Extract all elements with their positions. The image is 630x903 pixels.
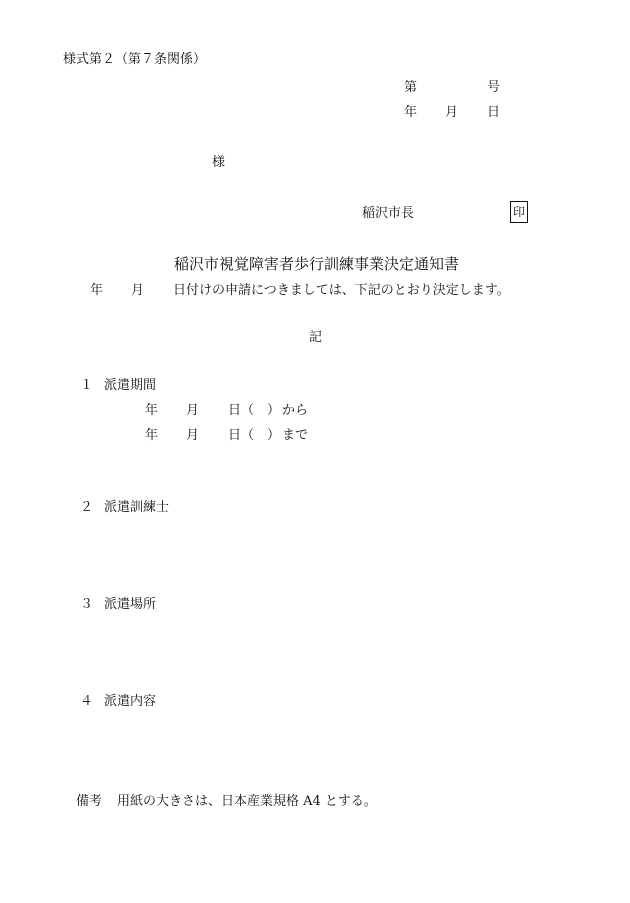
period-to-year: 年 — [145, 428, 159, 443]
period-from-day: 日 — [228, 403, 242, 418]
section-1-label: 派遣期間 — [104, 378, 157, 393]
doc-number-prefix: 第 — [404, 80, 418, 95]
date-month: 月 — [445, 105, 459, 120]
section-2-number: ２ — [80, 500, 94, 515]
date-day: 日 — [487, 105, 501, 120]
issuer: 稲沢市長 — [362, 206, 415, 221]
period-from-weekday: （ ） — [241, 403, 281, 418]
section-2-label: 派遣訓練士 — [104, 500, 170, 515]
form-label: 様式第２（第７条関係） — [63, 52, 207, 67]
section-4-label: 派遣内容 — [104, 694, 157, 709]
intro-month: 月 — [131, 283, 145, 298]
doc-number-suffix: 号 — [487, 80, 501, 95]
section-3-number: ３ — [80, 597, 94, 612]
document-title: 稲沢市視覚障害者歩行訓練事業決定通知書 — [174, 255, 460, 273]
section-1-number: １ — [80, 378, 94, 393]
remarks-text: 用紙の大きさは、日本産業規格 A4 とする。 — [117, 794, 377, 809]
date-year: 年 — [404, 105, 418, 120]
period-to-month: 月 — [186, 428, 200, 443]
seal-box: 印 — [510, 201, 528, 223]
period-from-word: から — [282, 403, 309, 418]
remarks-label: 備考 — [76, 794, 103, 809]
period-from-year: 年 — [145, 403, 159, 418]
section-4-number: ４ — [80, 694, 94, 709]
intro-year: 年 — [90, 283, 104, 298]
period-from-month: 月 — [186, 403, 200, 418]
addressee-suffix: 様 — [212, 155, 226, 170]
period-to-day: 日 — [228, 428, 242, 443]
period-to-word: まで — [282, 428, 309, 443]
intro-text: 日付けの申請につきましては、下記のとおり決定します。 — [173, 283, 510, 298]
ki-heading: 記 — [309, 330, 323, 345]
section-3-label: 派遣場所 — [104, 597, 157, 612]
period-to-weekday: （ ） — [241, 428, 281, 443]
